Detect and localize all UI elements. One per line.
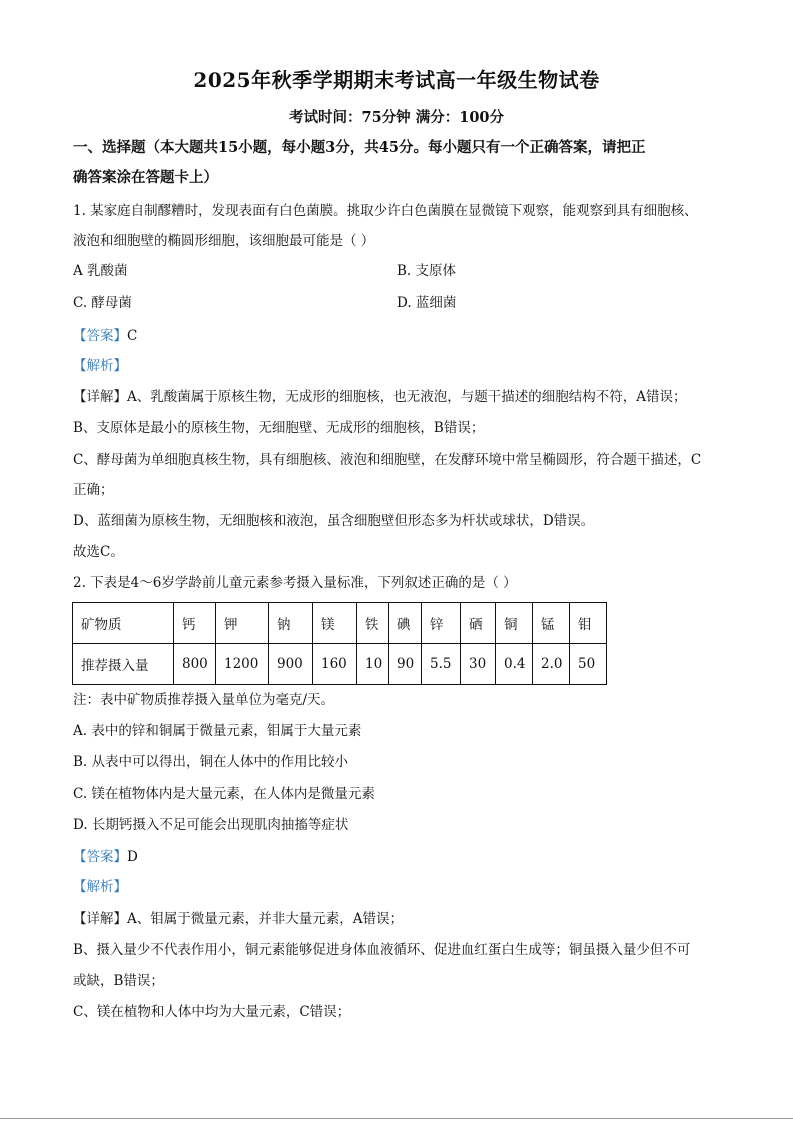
- table-row: [73, 644, 607, 685]
- table-cell: 钠: [269, 603, 313, 644]
- table-cell: 50: [570, 644, 607, 685]
- q1-detail-line2: B、支原体是最小的原核生物，无细胞壁、无成形的细胞核，B错误；: [73, 420, 485, 436]
- q1-option-a: A 乳酸菌: [73, 263, 128, 279]
- q1-detail-line4: 正确；: [73, 482, 114, 498]
- q1-detail-line5: D、蓝细菌为原核生物，无细胞核和液泡，虽含细胞壁但形态多为杆状或球状，D错误。: [73, 513, 595, 529]
- q2-detail-tag: 【详解】: [73, 911, 127, 927]
- table-cell: 碘: [389, 603, 422, 644]
- table-cell: 钙: [174, 603, 216, 644]
- q1-answer-line: [73, 326, 137, 346]
- table-cell: 5.5: [422, 644, 461, 685]
- table-cell: 30: [461, 644, 496, 685]
- q1-option-d: D. 蓝细菌: [397, 295, 457, 311]
- q1-detail-tag: 【详解】: [73, 389, 127, 405]
- q2-option-d: D. 长期钙摄入不足可能会出现肌肉抽搐等症状: [73, 817, 349, 833]
- table-cell: 钼: [570, 603, 607, 644]
- q2-analysis-tag: 【解析】: [73, 879, 127, 895]
- q1-conclusion: 故选C。: [73, 544, 124, 560]
- q1-analysis-tag: 【解析】: [73, 358, 127, 374]
- mineral-intake-table: [72, 602, 607, 685]
- q2-detail-line2: B、摄入量少不代表作用小，铜元素能够促进身体血液循环、促进血红蛋白生成等；铜虽摄入量少但不可: [73, 942, 691, 958]
- table-header-row: [73, 603, 607, 644]
- q1-detail-line1: [73, 387, 687, 407]
- table-cell: 铁: [357, 603, 389, 644]
- q1-detail-text1: A、乳酸菌属于原核生物，无成形的细胞核，也无液泡，与题干描述的细胞结构不符，A错误；: [127, 389, 687, 405]
- table-cell: 160: [313, 644, 357, 685]
- q1-option-b: B. 支原体: [397, 263, 457, 279]
- exam-title: 2025年秋季学期期末考试高一年级生物试卷: [193, 68, 600, 92]
- q2-answer: D: [127, 849, 138, 865]
- table-cell: 铜: [496, 603, 533, 644]
- page-bottom-divider: [0, 1118, 793, 1119]
- q1-detail-line3: C、酵母菌为单细胞真核生物，具有细胞核、液泡和细胞壁，在发酵环境中常呈椭圆形，符合题干描述，C: [73, 452, 702, 468]
- q2-option-b: B. 从表中可以得出，铜在人体中的作用比较小: [73, 754, 349, 770]
- q1-answer: C: [127, 328, 138, 344]
- table-cell: 90: [389, 644, 422, 685]
- q1-answer-tag: 【答案】: [73, 328, 127, 344]
- table-cell: 0.4: [496, 644, 533, 685]
- table-cell: 矿物质: [73, 603, 174, 644]
- table-cell: 2.0: [533, 644, 570, 685]
- q2-stem: 2. 下表是4～6岁学龄前儿童元素参考摄入量标准，下列叙述正确的是（ ）: [73, 575, 517, 591]
- q2-answer-line: [73, 847, 138, 867]
- q2-detail-line4: C、镁在植物和人体中均为大量元素，C错误；: [73, 1004, 351, 1020]
- section-heading-line1: 一、选择题（本大题共15小题，每小题3分，共45分。每小题只有一个正确答案，请把正: [73, 139, 646, 156]
- table-cell: 800: [174, 644, 216, 685]
- table-cell: 900: [269, 644, 313, 685]
- exam-info: 考试时间：75分钟 满分：100分: [289, 109, 504, 126]
- q2-option-c: C. 镁在植物体内是大量元素，在人体内是微量元素: [73, 786, 375, 802]
- table-cell: 硒: [461, 603, 496, 644]
- table-cell: 镁: [313, 603, 357, 644]
- table-cell: 推荐摄入量: [73, 644, 174, 685]
- q2-table-note: 注：表中矿物质推荐摄入量单位为毫克/天。: [73, 692, 335, 708]
- q1-stem-line2: 液泡和细胞壁的椭圆形细胞，该细胞最可能是（ ）: [73, 233, 375, 249]
- q2-detail-text1: A、钼属于微量元素，并非大量元素，A错误；: [127, 911, 403, 927]
- table-cell: 锌: [422, 603, 461, 644]
- q2-option-a: A. 表中的锌和铜属于微量元素，钼属于大量元素: [73, 723, 362, 739]
- section-heading-line2: 确答案涂在答题卡上）: [73, 169, 218, 186]
- table-cell: 1200: [216, 644, 269, 685]
- q2-detail-line1: [73, 909, 403, 929]
- q1-option-c: C. 酵母菌: [73, 295, 132, 311]
- table-cell: 锰: [533, 603, 570, 644]
- q1-stem-line1: 1. 某家庭自制醪糟时，发现表面有白色菌膜。挑取少许白色菌膜在显微镜下观察，能观察到具有细胞核、: [73, 203, 698, 219]
- q2-detail-line3: 或缺，B错误；: [73, 973, 164, 989]
- table-cell: 钾: [216, 603, 269, 644]
- table-cell: 10: [357, 644, 389, 685]
- q2-answer-tag: 【答案】: [73, 849, 127, 865]
